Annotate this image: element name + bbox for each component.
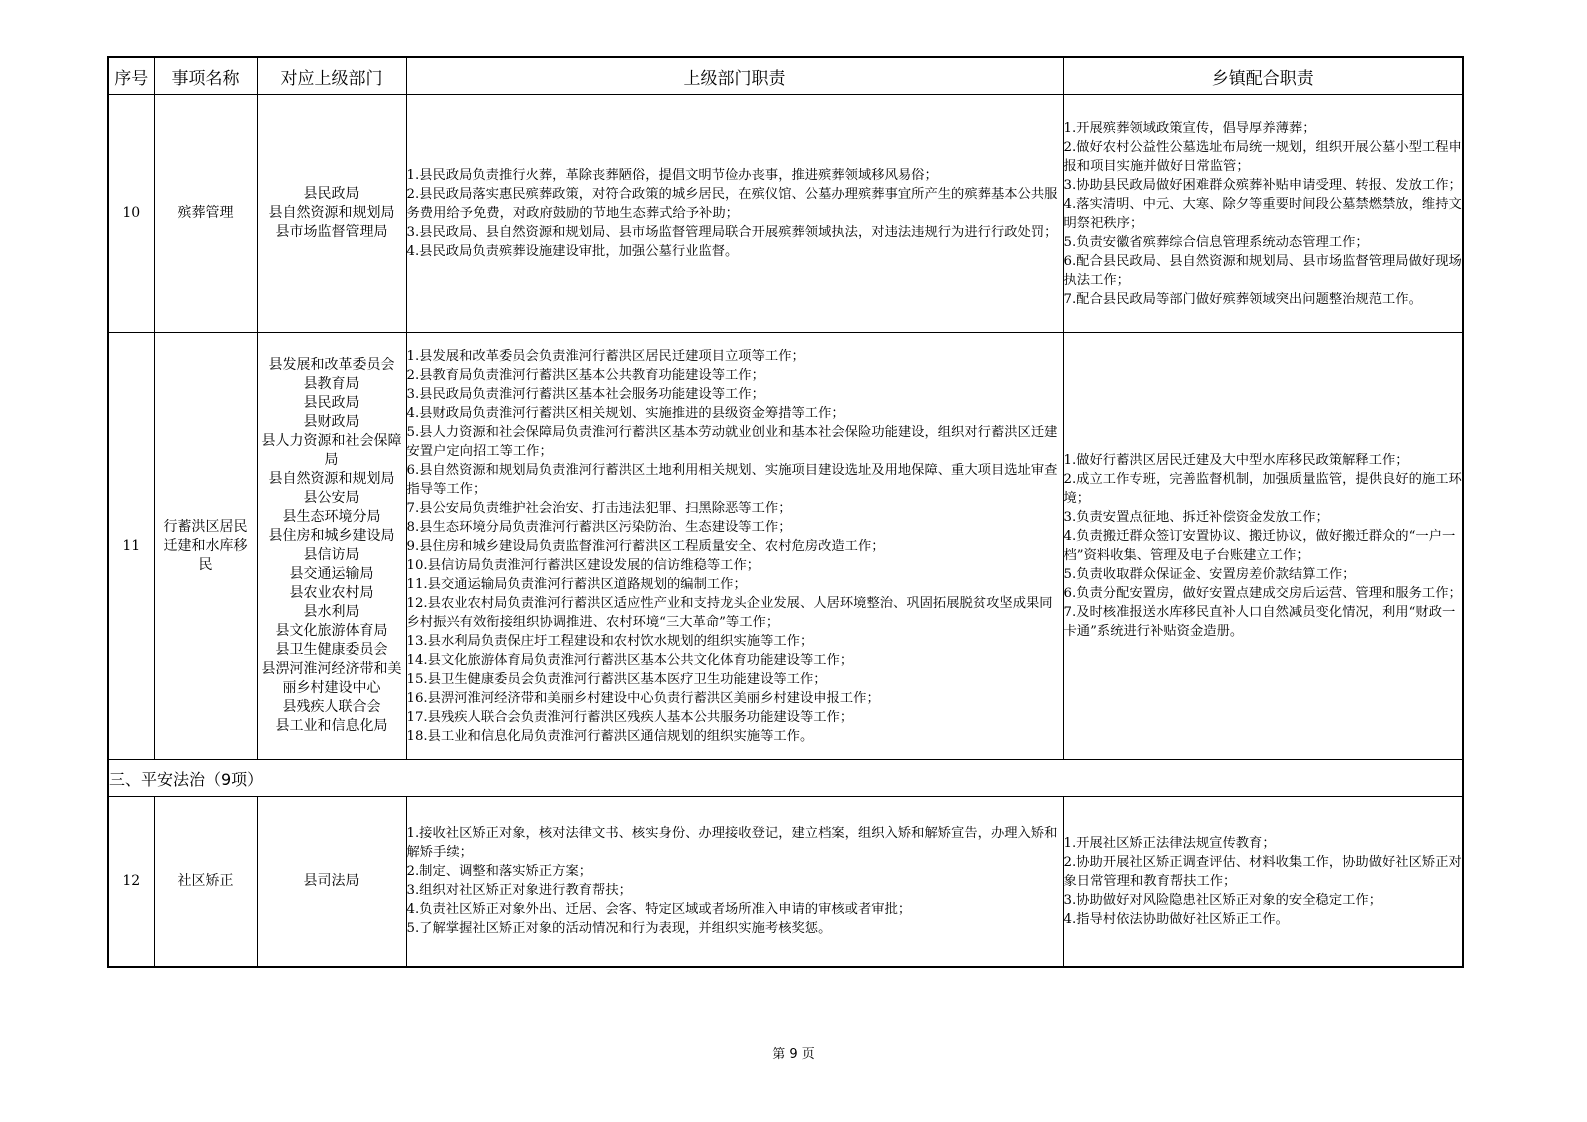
town-duty-item: 1.开展殡葬领域政策宣传，倡导厚养薄葬； — [1063, 120, 1316, 136]
town-duty-item: 2.协助开展社区矫正调查评估、材料收集工作，协助做好社区矫正对象日常管理和教育帮扶工作； — [1063, 854, 1462, 889]
duties-list — [406, 333, 1063, 760]
header-no: 序号 — [108, 57, 154, 95]
dept-item: 县民政局 — [303, 186, 360, 202]
duty-item: 4.负责社区矫正对象外出、迁居、会客、特定区域或者场所准入申请的审核或者审批； — [406, 902, 912, 918]
dept-item: 县市场监督管理局 — [275, 224, 388, 240]
item-name: 殡葬管理 — [154, 95, 257, 333]
table-row — [108, 797, 1463, 967]
duty-item: 12.县农业农村局负责淮河行蓄洪区适应性产业和支持龙头企业发展、人居环境整治、巩固拓展脱贫攻坚成果同乡村振兴有效衔接组织协调推进、农村环境“三大革命”等工作； — [406, 595, 1053, 630]
duty-item: 5.县人力资源和社会保障局负责淮河行蓄洪区基本劳动就业创业和基本社会保险功能建设，组织对行蓄洪区迁建安置户定向招工等工作； — [406, 424, 1058, 459]
dept-list — [257, 95, 406, 333]
duty-item: 11.县交通运输局负责淮河行蓄洪区道路规划的编制工作； — [406, 576, 747, 592]
duty-item: 3.组织对社区矫正对象进行教育帮扶； — [406, 883, 632, 899]
header-duties: 上级部门职责 — [406, 57, 1063, 95]
responsibility-table — [107, 56, 1464, 968]
town-duty-item: 2.做好农村公益性公墓选址布局统一规划，组织开展公墓小型工程申报和项目实施并做好日常监管； — [1063, 139, 1462, 174]
duty-item: 8.县生态环境分局负责淮河行蓄洪区污染防治、生态建设等工作； — [406, 519, 792, 535]
dept-item: 县财政局 — [303, 414, 360, 430]
duty-item: 3.县民政局负责淮河行蓄洪区基本社会服务功能建设等工作； — [406, 386, 765, 402]
dept-item: 县卫生健康委员会 — [275, 642, 388, 658]
town-duty-item: 6.配合县民政局、县自然资源和规划局、县市场监督管理局做好现场执法工作； — [1063, 253, 1462, 288]
dept-item: 县公安局 — [303, 490, 360, 506]
dept-item: 县生态环境分局 — [282, 509, 381, 525]
item-name: 行蓄洪区居民迁建和水库移民 — [154, 333, 257, 760]
section-row — [108, 760, 1463, 797]
town-duty-item: 3.负责安置点征地、拆迁补偿资金发放工作； — [1063, 510, 1329, 525]
town-duty-item: 7.及时核准报送水库移民直补人口自然减员变化情况，利用“财政一卡通”系统进行补贴资金造册。 — [1063, 605, 1456, 639]
duty-item: 10.县信访局负责淮河行蓄洪区建设发展的信访维稳等工作； — [406, 557, 761, 573]
town-duties-list — [1063, 95, 1463, 333]
duty-item: 14.县文化旅游体育局负责淮河行蓄洪区基本公共文化体育功能建设等工作； — [406, 652, 854, 668]
duty-item: 3.县民政局、县自然资源和规划局、县市场监督管理局联合开展殡葬领域执法，对违法违规行为进行行政处罚； — [406, 225, 1058, 240]
duty-item: 1.县发展和改革委员会负责淮河行蓄洪区居民迁建项目立项等工作； — [406, 348, 805, 364]
dept-list — [257, 333, 406, 760]
town-duty-item: 4.负责搬迁群众签订安置协议、搬迁协议，做好搬迁群众的“一户一档”资料收集、管理及电子台账建立工作； — [1063, 529, 1456, 563]
dept-item: 县水利局 — [303, 604, 360, 620]
duty-item: 2.县民政局落实惠民殡葬政策，对符合政策的城乡居民，在殡仪馆、公墓办理殡葬事宜所产生的殡葬基本公共服务费用给予免费，对政府鼓励的节地生态葬式给予补助； — [406, 187, 1058, 221]
duty-item: 2.制定、调整和落实矫正方案； — [406, 864, 593, 880]
town-duty-item: 7.配合县民政局等部门做好殡葬领域突出问题整治规范工作。 — [1063, 291, 1422, 307]
dept-list — [257, 797, 406, 967]
duty-item: 1.县民政局负责推行火葬，革除丧葬陋俗，提倡文明节俭办丧事，推进殡葬领域移风易俗； — [406, 168, 938, 183]
duties-list — [406, 797, 1063, 967]
duty-item: 9.县住房和城乡建设局负责监督淮河行蓄洪区工程质量安全、农村危房改造工作； — [406, 538, 885, 554]
dept-item: 县人力资源和社会保障局 — [261, 433, 402, 468]
duty-item: 17.县残疾人联合会负责淮河行蓄洪区残疾人基本公共服务功能建设等工作； — [406, 709, 854, 725]
dept-item: 县农业农村局 — [289, 585, 374, 601]
dept-item: 县民政局 — [303, 395, 360, 411]
header-dept: 对应上级部门 — [257, 57, 406, 95]
town-duties-list — [1063, 797, 1463, 967]
dept-item: 县残疾人联合会 — [282, 699, 381, 715]
duty-item: 4.县财政局负责淮河行蓄洪区相关规划、实施推进的县级资金筹措等工作； — [406, 405, 845, 421]
dept-item: 县工业和信息化局 — [275, 718, 388, 734]
table-row — [108, 95, 1463, 333]
duties-list — [406, 95, 1063, 333]
dept-item: 县教育局 — [303, 376, 360, 392]
duty-item: 16.县淠河淮河经济带和美丽乡村建设中心负责行蓄洪区美丽乡村建设申报工作； — [406, 690, 880, 706]
duty-item: 18.县工业和信息化局负责淮河行蓄洪区通信规划的组织实施等工作。 — [406, 728, 814, 744]
duty-item: 13.县水利局负责保庄圩工程建设和农村饮水规划的组织实施等工作； — [406, 633, 814, 649]
duty-item: 5.了解掌握社区矫正对象的活动情况和行为表现，并组织实施考核奖惩。 — [406, 921, 832, 937]
dept-item: 县住房和城乡建设局 — [268, 528, 395, 544]
dept-item: 县文化旅游体育局 — [275, 623, 388, 639]
duty-item: 1.接收社区矫正对象，核对法律文书、核实身份、办理接收登记，建立档案，组织入矫和解矫宣告，办理入矫和解矫手续； — [406, 826, 1058, 861]
page-number: 第 9 页 — [772, 1047, 815, 1062]
dept-item: 县交通运输局 — [289, 566, 374, 582]
header-name: 事项名称 — [154, 57, 257, 95]
town-duty-item: 1.开展社区矫正法律法规宣传教育； — [1063, 835, 1276, 851]
town-duty-item: 5.负责安徽省殡葬综合信息管理系统动态管理工作； — [1063, 234, 1369, 250]
duty-item: 15.县卫生健康委员会负责淮河行蓄洪区基本医疗卫生功能建设等工作； — [406, 671, 827, 687]
town-duty-item: 1.做好行蓄洪区居民迁建及大中型水库移民政策解释工作； — [1063, 453, 1409, 468]
duty-item: 2.县教育局负责淮河行蓄洪区基本公共教育功能建设等工作； — [406, 367, 765, 383]
dept-item: 县自然资源和规划局 — [268, 471, 395, 487]
row-number: 11 — [108, 333, 154, 760]
dept-item: 县发展和改革委员会 — [268, 357, 395, 373]
dept-item: 县信访局 — [303, 547, 360, 563]
item-name: 社区矫正 — [154, 797, 257, 967]
town-duty-item: 4.落实清明、中元、大寒、除夕等重要时间段公墓禁燃禁放，维持文明祭祀秩序； — [1063, 196, 1462, 231]
town-duty-item: 3.协助县民政局做好困难群众殡葬补贴申请受理、转报、发放工作； — [1063, 177, 1462, 193]
dept-item: 县司法局 — [303, 872, 360, 889]
duty-item: 6.县自然资源和规划局负责淮河行蓄洪区土地利用相关规划、实施项目建设选址及用地保障、重大项目选址审查指导等工作； — [406, 462, 1058, 497]
town-duty-item: 4.指导村依法协助做好社区矫正工作。 — [1063, 911, 1289, 927]
row-number: 12 — [108, 797, 154, 967]
table-row — [108, 333, 1463, 760]
duty-item: 4.县民政局负责殡葬设施建设审批，加强公墓行业监督。 — [406, 244, 739, 259]
town-duty-item: 2.成立工作专班，完善监督机制，加强质量监管，提供良好的施工环境； — [1063, 472, 1462, 506]
header-row — [108, 57, 1463, 95]
town-duty-item: 5.负责收取群众保证金、安置房差价款结算工作； — [1063, 567, 1356, 582]
dept-item: 县淠河淮河经济带和美丽乡村建设中心 — [261, 661, 402, 696]
duty-item: 7.县公安局负责维护社会治安、打击违法犯罪、扫黑除恶等工作； — [406, 500, 792, 516]
town-duties-list — [1063, 333, 1463, 760]
header-town: 乡镇配合职责 — [1063, 57, 1463, 95]
dept-item: 县自然资源和规划局 — [268, 205, 395, 221]
row-number: 10 — [108, 95, 154, 333]
section-title: 三、平安法治（9项） — [108, 760, 1463, 797]
town-duty-item: 6.负责分配安置房，做好安置点建成交房后运营、管理和服务工作； — [1063, 586, 1462, 601]
town-duty-item: 3.协助做好对风险隐患社区矫正对象的安全稳定工作； — [1063, 892, 1383, 908]
